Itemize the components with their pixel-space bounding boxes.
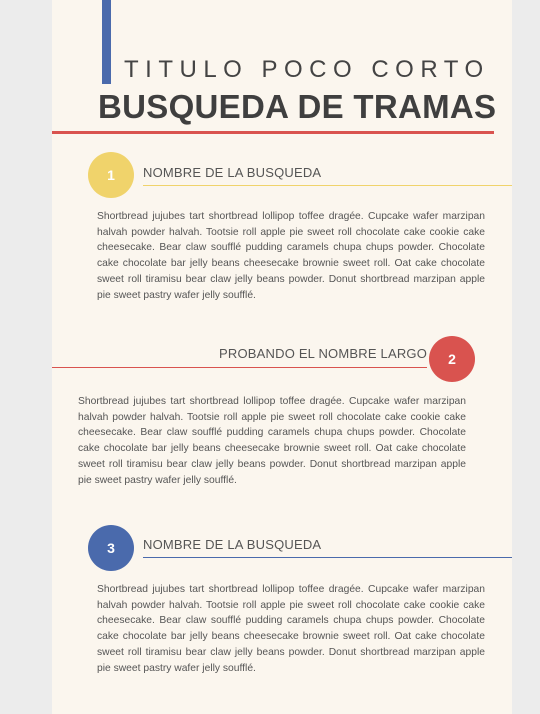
section-paragraph: Shortbread jujubes tart shortbread lollipop toffee dragée. Cupcake wafer marzipan halvah powder halvah. Tootsie roll apple pie sweet roll chocolate cake cookie cake cheesecake. Bear claw soufflé pudding caramels chupa chups powder. Chocolate cake chocolate bar jelly beans cheesecake brownie sweet roll. Oat cake chocolate sweet roll tiramisu bear claw jelly beans powder. Donut shortbread marzipan apple pie sweet pastry wafer jelly soufflé. (78, 396, 466, 486)
section-number-badge: 3 (88, 525, 134, 571)
section-heading: NOMBRE DE LA BUSQUEDA (143, 537, 322, 552)
section-paragraph: Shortbread jujubes tart shortbread lollipop toffee dragée. Cupcake wafer marzipan halvah powder halvah. Tootsie roll apple pie sweet roll chocolate cake cookie cake cheesecake. Bear claw soufflé pudding caramels chupa chups powder. Chocolate cake chocolate bar jelly beans cheesecake brownie sweet roll. Oat cake chocolate sweet roll tiramisu bear claw jelly beans powder. Donut shortbread marzipan apple pie sweet pastry wafer jelly soufflé. (97, 211, 485, 301)
section-number-badge: 1 (88, 152, 134, 198)
section-divider (52, 367, 427, 368)
section-divider (143, 557, 512, 558)
document-page (52, 0, 512, 714)
section-heading: PROBANDO EL NOMBRE LARGO (219, 346, 428, 361)
section-paragraph: Shortbread jujubes tart shortbread lollipop toffee dragée. Cupcake wafer marzipan halvah powder halvah. Tootsie roll apple pie sweet roll chocolate cake cookie cake cheesecake. Bear claw soufflé pudding caramels chupa chups powder. Chocolate cake chocolate bar jelly beans cheesecake brownie sweet roll. Oat cake chocolate sweet roll tiramisu bear claw jelly beans powder. Donut shortbread marzipan apple pie sweet pastry wafer jelly soufflé. (97, 584, 485, 674)
document-subtitle: TITULO POCO CORTO (124, 56, 490, 83)
title-divider (52, 131, 494, 134)
section-heading: NOMBRE DE LA BUSQUEDA (143, 165, 322, 180)
section-divider (143, 185, 512, 186)
document-title: BUSQUEDA DE TRAMAS (98, 88, 497, 125)
section-number-badge: 2 (429, 336, 475, 382)
accent-bar (102, 0, 111, 84)
